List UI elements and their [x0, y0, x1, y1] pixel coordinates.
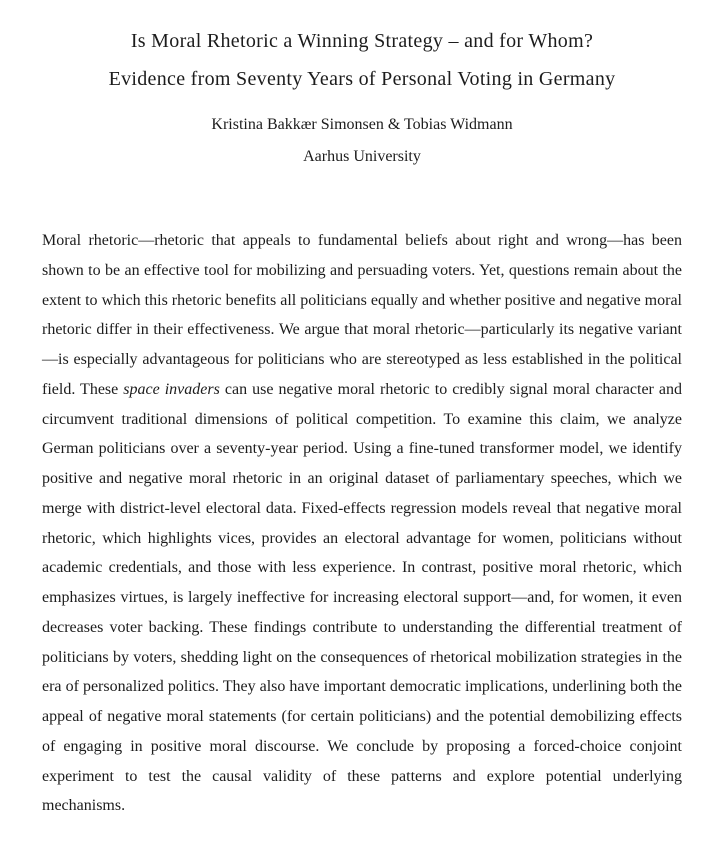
- abstract-paragraph: [42, 226, 682, 821]
- abstract-text-after-italic: can use negative moral rhetoric to credibly signal moral character and circumvent traditional dimensions of political competition. To examine this claim, we analyze German politicians over a seventy-year period. Using a fine-tuned transformer model, we identify positive and negative moral rhetoric in an original dataset of parliamentary speeches, which we merge with district-level electoral data. Fixed-effects regression models reveal that negative moral rhetoric, which highlights vices, provides an electoral advantage for women, politicians without academic credentials, and those with less experience. In contrast, positive moral rhetoric, which emphasizes virtues, is largely ineffective for increasing electoral support—and, for women, it even decreases voter backing. These findings contribute to understanding the differential treatment of politicians by voters, shedding light on the consequences of rhetorical mobilization strategies in the era of personalized politics. They also have important democratic implications, underlining both the appeal of negative moral statements (for certain politicians) and the potential demobilizing effects of engaging in positive moral discourse. We conclude by proposing a forced-choice conjoint experiment to test the causal validity of these patterns and explore potential underlying mechanisms.: [42, 380, 683, 815]
- paper-title-line1: Is Moral Rhetoric a Winning Strategy – and for Whom?: [130, 30, 594, 52]
- author-affiliation: Aarhus University: [303, 148, 421, 165]
- abstract-italic-term: space invaders: [123, 380, 220, 398]
- paper-title: [42, 22, 682, 98]
- paper-title-line2: Evidence from Seventy Years of Personal Voting in Germany: [108, 68, 616, 90]
- author-names: Kristina Bakkær Simonsen & Tobias Widmann: [211, 116, 513, 133]
- abstract-text-before-italic: Moral rhetoric—rhetoric that appeals to fundamental beliefs about right and wrong—has been shown to be an effective tool for mobilizing and persuading voters. Yet, questions remain about the extent to which this rhetoric benefits all politicians equally and whether positive and negative moral rhetoric differ in their effectiveness. We argue that moral rhetoric—particularly its negative variant—is especially advantageous for politicians who are stereotyped as less established in the political field. These: [42, 232, 682, 398]
